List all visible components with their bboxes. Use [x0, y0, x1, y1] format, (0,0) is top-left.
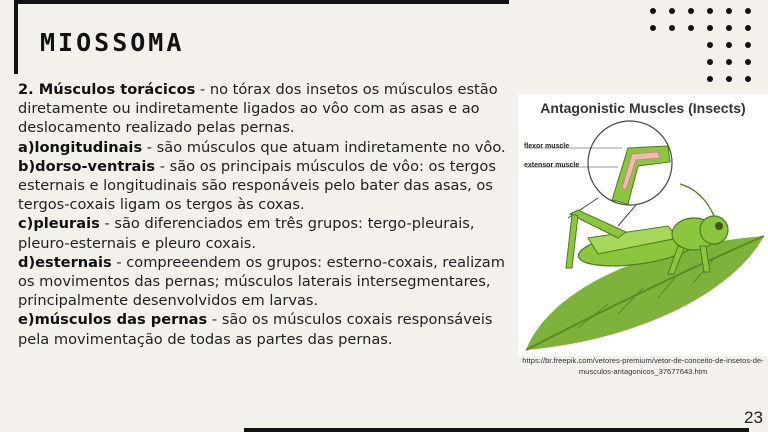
decorative-dot [745, 25, 751, 31]
decorative-dot [707, 8, 713, 14]
list-item [18, 253, 510, 311]
decorative-dot [707, 42, 713, 48]
decorative-dot [726, 25, 732, 31]
decorative-dot [726, 59, 732, 65]
intro-paragraph [18, 80, 510, 138]
decorative-dot [707, 76, 713, 82]
item-label: b)dorso-ventrais [18, 157, 156, 175]
intro-text: - no tórax dos insetos os músculos estão diretamente ou indiretamente ligados ao vôo com as asas e ao deslocamento realizado pelas pernas. [18, 81, 498, 137]
decorative-dot [745, 76, 751, 82]
intro-heading: 2. Músculos torácicos [18, 81, 196, 98]
decorative-dot [726, 8, 732, 14]
decorative-dot [726, 42, 732, 48]
grasshopper-illustration [518, 118, 768, 354]
magnifier-line [618, 205, 636, 226]
grasshopper-head [700, 216, 728, 244]
item-text: - são os músculos coxais responsáveis pela movimentação de todas as partes das pernas. [18, 311, 493, 348]
decorative-dot [650, 8, 656, 14]
figure-title: Antagonistic Muscles (Insects) [540, 100, 746, 116]
extensor-label: extensor muscle [524, 162, 580, 169]
grasshopper-hind-tibia [566, 214, 578, 268]
list-item [18, 157, 510, 215]
grasshopper-eye [715, 222, 723, 230]
slide-title: MIOSSOMA [40, 28, 185, 57]
decorative-dot [688, 8, 694, 14]
decorative-dot [745, 59, 751, 65]
body-text [18, 80, 510, 349]
decorative-dots [650, 8, 760, 90]
item-label: d)esternais [18, 253, 112, 271]
list-item [18, 214, 510, 252]
left-divider [14, 0, 18, 74]
list-item [18, 310, 510, 348]
page-number: 23 [744, 408, 763, 427]
decorative-dot [726, 76, 732, 82]
item-text: - são músculos que atuam indiretamente no vôo. [142, 138, 506, 156]
grasshopper-antenna [680, 184, 714, 216]
flexor-label: flexor muscle [524, 143, 570, 150]
bottom-divider [244, 428, 749, 432]
item-text: - compreeendem os grupos: esterno-coxais, realizam os movimentos das pernas; músculos laterais intersegmentares, principalmente desenvolvidos em larvas. [18, 253, 505, 310]
grasshopper-hind-femur [570, 210, 626, 238]
item-text: - são os principais músculos de vôo: os tergos esternais e longitudinais são responáveis pelo bater das asas, os tergos-coxais ligam os tergos às coxas. [18, 157, 496, 214]
item-label: a)longitudinais [18, 138, 143, 156]
item-label: e)músculos das pernas [18, 311, 208, 329]
list-item [18, 138, 510, 157]
decorative-dot [669, 8, 675, 14]
decorative-dot [745, 42, 751, 48]
decorative-dot [707, 25, 713, 31]
decorative-dot [745, 8, 751, 14]
item-text: - são diferenciados em três grupos: tergo-pleurais, pleuro-esternais e pleuro coxais. [18, 215, 475, 252]
decorative-dot [688, 25, 694, 31]
item-label: c)pleurais [18, 215, 100, 233]
decorative-dot [669, 25, 675, 31]
decorative-dot [707, 59, 713, 65]
decorative-dot [650, 25, 656, 31]
image-source-link[interactable]: https://br.freepik.com/vetores-premium/vetor-de-conceito-de-insetos-de-musculos-antagonicos_37677643.htm [522, 356, 764, 376]
top-divider [14, 0, 509, 4]
